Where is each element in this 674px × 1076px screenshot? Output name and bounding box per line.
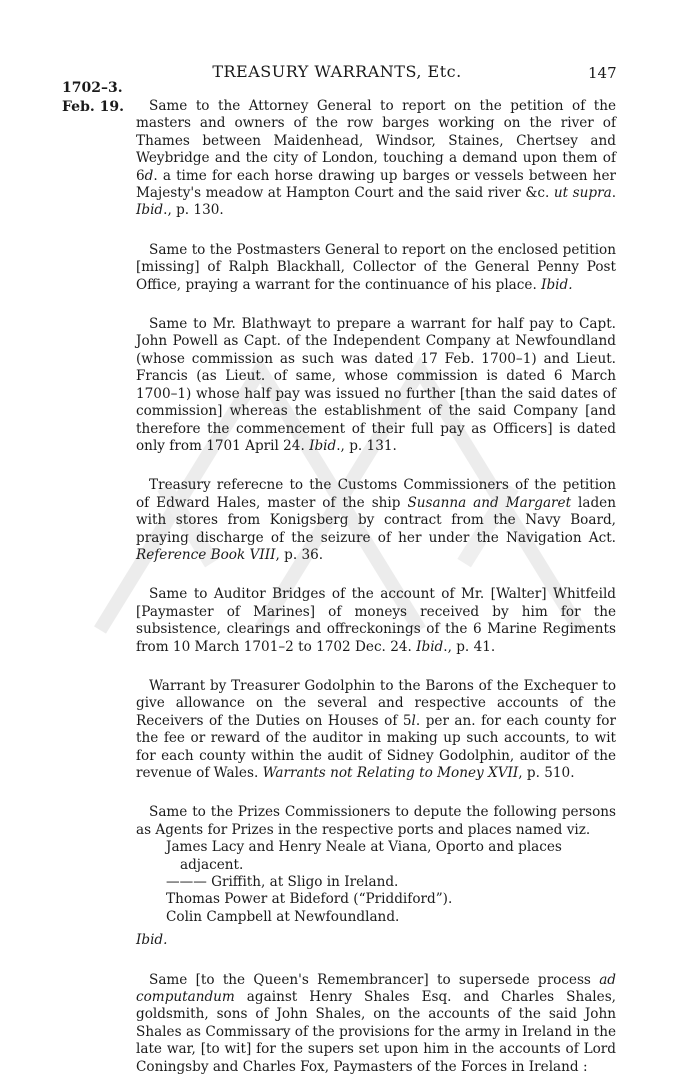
margin-year: 1702–3. [62, 80, 123, 96]
list-item: Thomas Power at Bideford (“Priddiford”). [166, 891, 453, 908]
entry-customs-reference: Treasury referecne to the Customs Commissioners of the petition of Edward Hales, master of the ship Susanna and Margaret laden with stores from Konigsberg by contract from the Navy Board, praying discharge of the seizure of her under the Navigation Act. Reference Book VIII, p. 36. [136, 477, 616, 563]
entry-auditor-bridges: Same to Auditor Bridges of the account of Mr. [Walter] Whitfeild [Paymaster of Marines] of moneys received by him for the subsistence, clearings and offreckonings of the 6 Marine Regiments from 10 March 1701–2 to 1702 Dec. 24. Ibid., p. 41. [136, 586, 616, 655]
entry-blathwayt-half-pay: Same to Mr. Blathwayt to prepare a warrant for half pay to Capt. John Powell as Capt. of the Independent Company at Newfoundland (whose commission as such was dated 17 Feb. 1700–1) and Lieut. Francis (as Lieut. of same, whose commission is dated 6 March 1700–1) whose half pay was issued no further [than the said dates of commission] whereas the establishment of the said Company [and therefore the commencement of their full pay as Officers] is dated only from 1701 April 24. Ibid., p. 131. [136, 316, 616, 454]
document-body [136, 98, 616, 1076]
margin-date: Feb. 19. [62, 99, 124, 115]
running-header-title: TREASURY WARRANTS, Etc. [212, 62, 462, 81]
list-item: James Lacy and Henry Neale at Viana, Oporto and places adjacent. [166, 839, 562, 873]
entry-godolphin-warrant: Warrant by Treasurer Godolphin to the Barons of the Exchequer to give allowance on the several and respective accounts of the Receivers of the Duties on Houses of 5l. per an. for each county for the fee or reward of the auditor in making up such accounts, to wit for each county within the audit of Sidney Godolphin, auditor of the revenue of Wales. Warrants not Relating to Money XVII, p. 510. [136, 677, 616, 781]
agents-ibid: Ibid. [136, 932, 168, 949]
entry-queens-remembrancer: Same [to the Queen's Remembrancer] to supersede process ad computandum against Henry Shales Esq. and Charles Shales, goldsmith, sons of John Shales, on the accounts of the said John Shales as Commissary of the provisions for the army in Ireland in the late war, [to wit] for the supers set upon him in the accounts of Lord Coningsby and Charles Fox, Paymasters of the Forces in Ireland : [136, 971, 616, 1075]
agents-list [136, 839, 616, 926]
entry-attorney-general: Same to the Attorney General to report on the petition of the masters and owners of the row barges working on the river of Thames between Maidenhead, Windsor, Staines, Chertsey and Weybridge and the city of London, touching a demand upon them of 6d. a time for each horse drawing up barges or vessels between her Majesty's meadow at Hampton Court and the said river &c. ut supra. Ibid., p. 130. [136, 98, 617, 219]
page-number: 147 [588, 64, 617, 82]
entry-prizes-commissioners: Same to the Prizes Commissioners to depute the following persons as Agents for Prizes in the respective ports and places named viz. [136, 804, 616, 838]
list-item: Colin Campbell at Newfoundland. [166, 908, 400, 925]
list-item: ——— Griffith, at Sligo in Ireland. [166, 874, 399, 891]
entry-postmasters-general: Same to the Postmasters General to report on the enclosed petition [missing] of Ralph Blackhall, Collector of the General Penny Post Office, praying a warrant for the continuance of his place. Ibid. [136, 241, 616, 293]
